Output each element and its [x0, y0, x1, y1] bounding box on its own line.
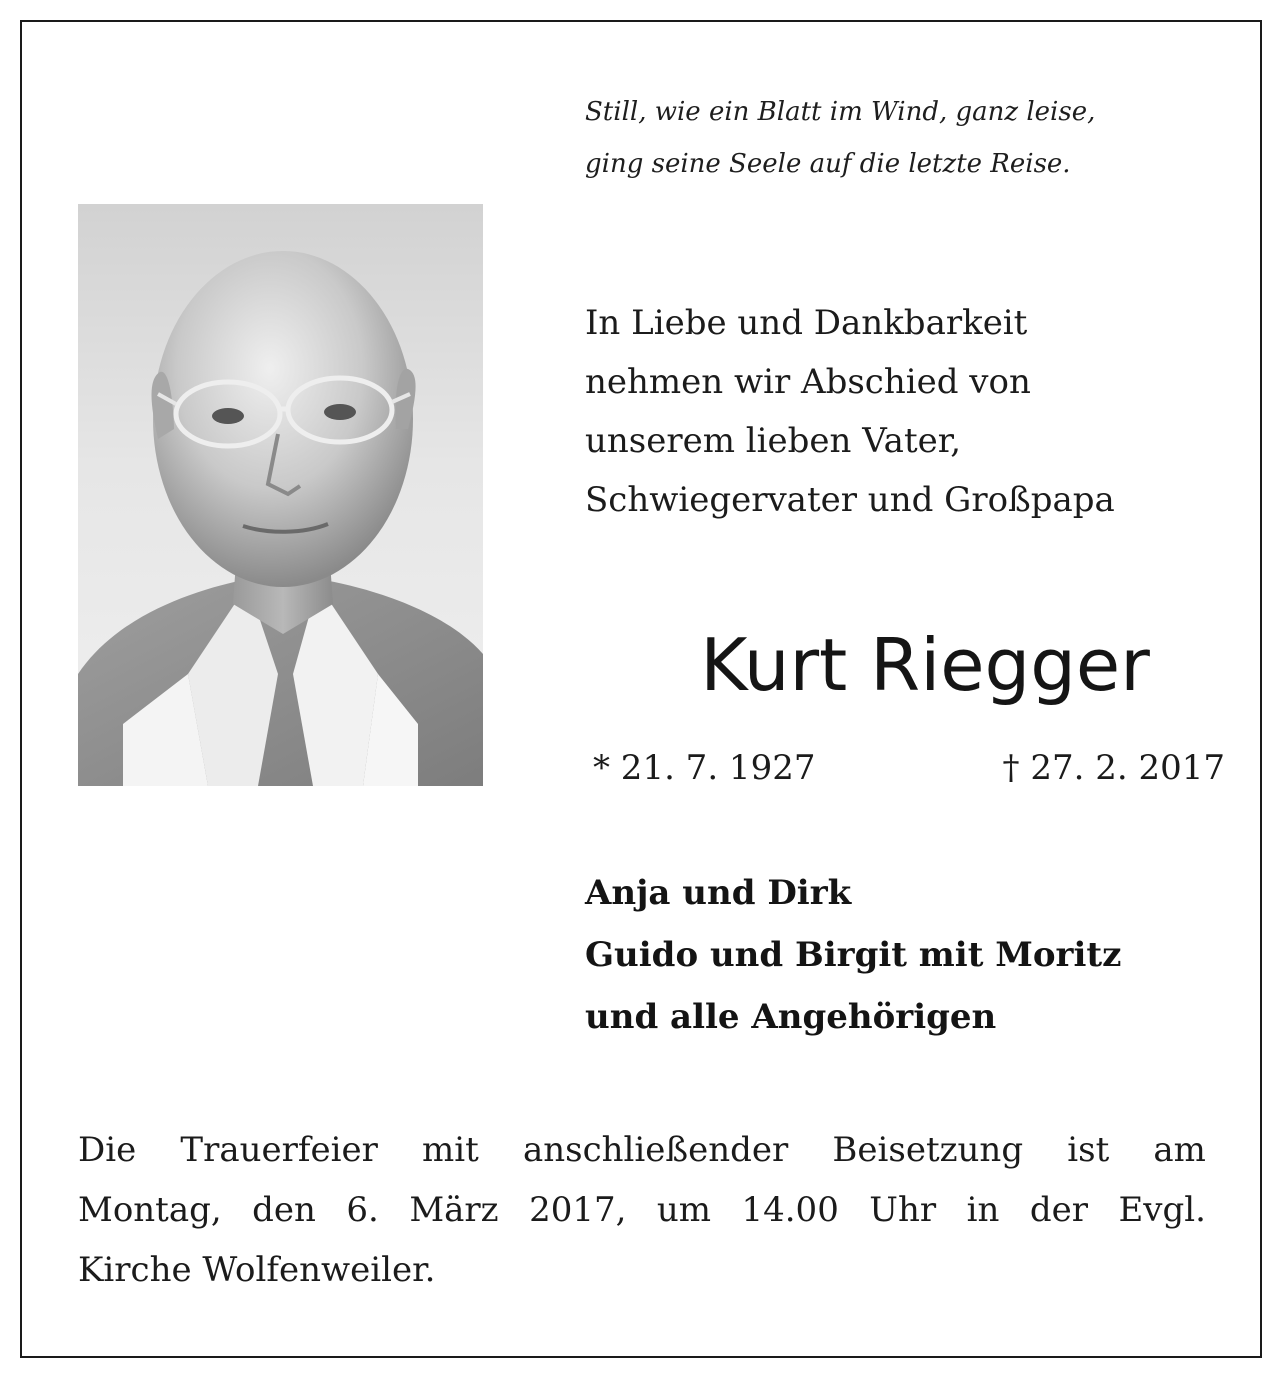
intro-text — [585, 294, 1245, 530]
mourners-line-3: und alle Angehörigen — [585, 997, 997, 1037]
mourners-line-1: Anja und Dirk — [585, 873, 852, 913]
announcement-word: anschließender — [522, 1130, 789, 1170]
motto-verse — [585, 86, 1225, 190]
announcement-word: März — [409, 1190, 499, 1230]
announcement-word: 6. — [346, 1190, 379, 1230]
announcement-line-2 — [78, 1180, 1206, 1240]
birth-date: * 21. 7. 1927 — [593, 748, 816, 788]
announcement-word: in — [966, 1190, 1000, 1230]
funeral-announcement — [78, 1120, 1206, 1300]
announcement-word: den — [252, 1190, 316, 1230]
announcement-word: Beisetzung — [832, 1130, 1024, 1170]
mourners-list — [585, 862, 1245, 1048]
announcement-word: Montag, — [78, 1190, 222, 1230]
announcement-word: Trauerfeier — [180, 1130, 378, 1170]
intro-line-2: nehmen wir Abschied von — [585, 362, 1031, 402]
mourners-line-2: Guido und Birgit mit Moritz — [585, 935, 1122, 975]
announcement-line-3: Kirche Wolfenweiler. — [78, 1250, 436, 1290]
announcement-word: mit — [422, 1130, 479, 1170]
portrait-photo — [78, 204, 483, 786]
announcement-line-1 — [78, 1120, 1206, 1180]
motto-line-2: ging seine Seele auf die letzte Reise. — [585, 149, 1071, 179]
announcement-word: ist — [1067, 1130, 1110, 1170]
deceased-name: Kurt Riegger — [700, 623, 1150, 707]
life-dates — [585, 738, 1225, 798]
announcement-word: 14.00 — [741, 1190, 839, 1230]
announcement-word: Uhr — [869, 1190, 937, 1230]
announcement-word: am — [1153, 1130, 1206, 1170]
intro-line-4: Schwiegervater und Großpapa — [585, 480, 1115, 520]
intro-line-1: In Liebe und Dankbarkeit — [585, 303, 1028, 343]
announcement-word: um — [656, 1190, 712, 1230]
announcement-word: 2017, — [529, 1190, 627, 1230]
announcement-word: Evgl. — [1118, 1190, 1206, 1230]
motto-line-1: Still, wie ein Blatt im Wind, ganz leise, — [585, 97, 1096, 127]
obituary-notice — [20, 20, 1262, 1358]
announcement-word: Die — [78, 1130, 137, 1170]
intro-line-3: unserem lieben Vater, — [585, 421, 962, 461]
death-date: † 27. 2. 2017 — [1002, 748, 1225, 788]
announcement-word: der — [1029, 1190, 1088, 1230]
